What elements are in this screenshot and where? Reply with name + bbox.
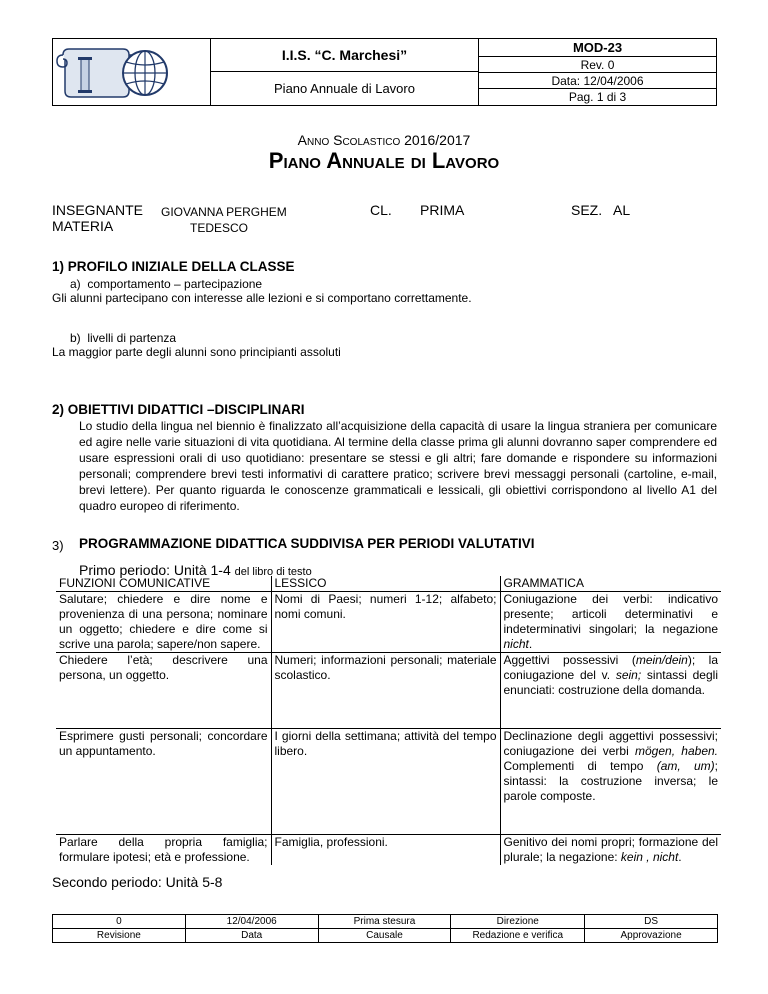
- section1-a-text: Gli alunni partecipano con interesse alle lezioni e si comportano correttamente.: [52, 291, 472, 305]
- revision-number: 0: [53, 915, 186, 929]
- section1-b-text: La maggior parte degli alunni sono principianti assoluti: [52, 345, 341, 359]
- document-header: [52, 38, 717, 106]
- table-row: Chiedere l’età; descrivere una persona, un oggetto. Numeri; informazioni personali; materiale scolastico. Aggettivi possessivi (mein/dein); la coniugazione del v. sein; sintassi degli enunciati: costruzione della domanda.: [56, 653, 721, 729]
- school-name: I.I.S. “C. Marchesi”: [211, 39, 478, 72]
- revision-table: [52, 914, 718, 943]
- grammar-cell: Aggettivi possessivi (mein/dein); la coniugazione del v. sein; sintassi degli enunciati: costruzione della domanda.: [500, 653, 721, 729]
- revision-number-label: Revisione: [53, 929, 186, 943]
- table-row: Parlare della propria famiglia; formulare ipotesi; età e professione. Famiglia, professioni. Genitivo dei nomi propri; formazione del plurale; la negazione: kein , nicht.: [56, 835, 721, 866]
- section2-text: Lo studio della lingua nel biennio è finalizzato all’acquisizione della capacità di usare la lingua straniera per comunicare ed agire nelle varie situazioni di vita quotidiana. Al termine della classe prima gli alunni dovranno saper comprendere ed usare espressioni orali di uso quotidiano: presentare se stessi e gli altri; fare domande e rispondere su informazioni personali; comprendere brevi testi informativi di carattere pratico; scrivere brevi messaggi personali (cartoline, e-mail, brevi lettere). Per quanto riguarda le conoscenze grammaticali e lessicali, gli obiettivi corrispondono al livello A1 del quadro europeo di riferimento.: [79, 419, 717, 513]
- revision-approver: DS: [585, 915, 718, 929]
- period1-label: Primo periodo: Unità 1-4 del libro di testo: [79, 562, 312, 578]
- doc-date: Data: 12/04/2006: [479, 73, 716, 89]
- revision-editor: Direzione: [451, 915, 585, 929]
- column-header-lexicon: LESSICO: [271, 576, 500, 592]
- teacher-label: INSEGNANTE: [52, 202, 144, 218]
- section3-heading: PROGRAMMAZIONE DIDATTICA SUDDIVISA PER PERIODI VALUTATIVI: [79, 536, 535, 551]
- table-row: Salutare; chiedere e dire nome e provenienza di una persona; nominare un oggetto; chiedere e dire come si scrive una parola; sapere/non sapere. Nomi di Paesi; numeri 1-12; alfabeto; nomi comuni. Coniugazione dei verbi: indicativo presente; articoli determinativi e indeterminativi singolari; la negazione nicht.: [56, 592, 721, 653]
- class-value: PRIMA: [420, 202, 465, 218]
- doc-revision: Rev. 0: [479, 57, 716, 73]
- revision-cause: Prima stesura: [318, 915, 451, 929]
- period2-label: Secondo periodo: Unità 5-8: [52, 874, 223, 890]
- subject-value: TEDESCO: [190, 221, 249, 235]
- grammar-cell: Declinazione degli aggettivi possessivi; coniugazione dei verbi mögen, haben. Complementi di tempo (am, um); sintassi: la costruzione inversa; le parole composte.: [500, 729, 721, 835]
- page-title: Piano Annuale di Lavoro: [268, 148, 500, 173]
- grammar-cell: Genitivo dei nomi propri; formazione del plurale; la negazione: kein , nicht.: [503, 835, 718, 864]
- doc-page: Pag. 1 di 3: [568, 90, 627, 104]
- section2-heading: 2) OBIETTIVI DIDATTICI –DISCIPLINARI: [52, 402, 305, 417]
- globe-scroll-icon: [53, 39, 209, 105]
- table-row: Esprimere gusti personali; concordare un appuntamento. I giorni della settimana; attività del tempo libero. Declinazione degli aggettivi possessivi; coniugazione dei verbi mögen, haben. Complementi di tempo (am, um); sintassi: la costruzione inversa; le parole composte.: [56, 729, 721, 835]
- revision-editor-label: Redazione e verifica: [451, 929, 585, 943]
- revision-cause-label: Causale: [318, 929, 451, 943]
- section1-b-label: b) livelli di partenza: [70, 331, 177, 345]
- doc-code: MOD-23: [479, 39, 716, 57]
- class-label: CL.: [370, 202, 392, 218]
- section-value: AL: [613, 202, 631, 218]
- revision-approver-label: Approvazione: [585, 929, 718, 943]
- school-logo: [53, 39, 211, 105]
- school-year: Anno Scolastico 2016/2017: [297, 132, 471, 148]
- column-header-functions: FUNZIONI COMUNICATIVE: [56, 576, 271, 592]
- section-label: SEZ.: [571, 202, 603, 218]
- teacher-name: GIOVANNA PERGHEM: [161, 205, 287, 219]
- section1-heading: 1) PROFILO INIZIALE DELLA CLASSE: [52, 259, 295, 274]
- column-header-grammar: GRAMMATICA: [500, 576, 721, 592]
- revision-date-label: Data: [185, 929, 318, 943]
- revision-date: 12/04/2006: [185, 915, 318, 929]
- subject-label: MATERIA: [52, 218, 114, 234]
- grammar-cell: Coniugazione dei verbi: indicativo presente; articoli determinativi e indeterminativi singolari; la negazione nicht.: [500, 592, 721, 653]
- header-doc-title: Piano Annuale di Lavoro: [274, 81, 415, 96]
- section3-number: 3): [52, 538, 64, 553]
- program-table: [56, 576, 721, 865]
- section1-a-label: a) comportamento – partecipazione: [70, 277, 263, 291]
